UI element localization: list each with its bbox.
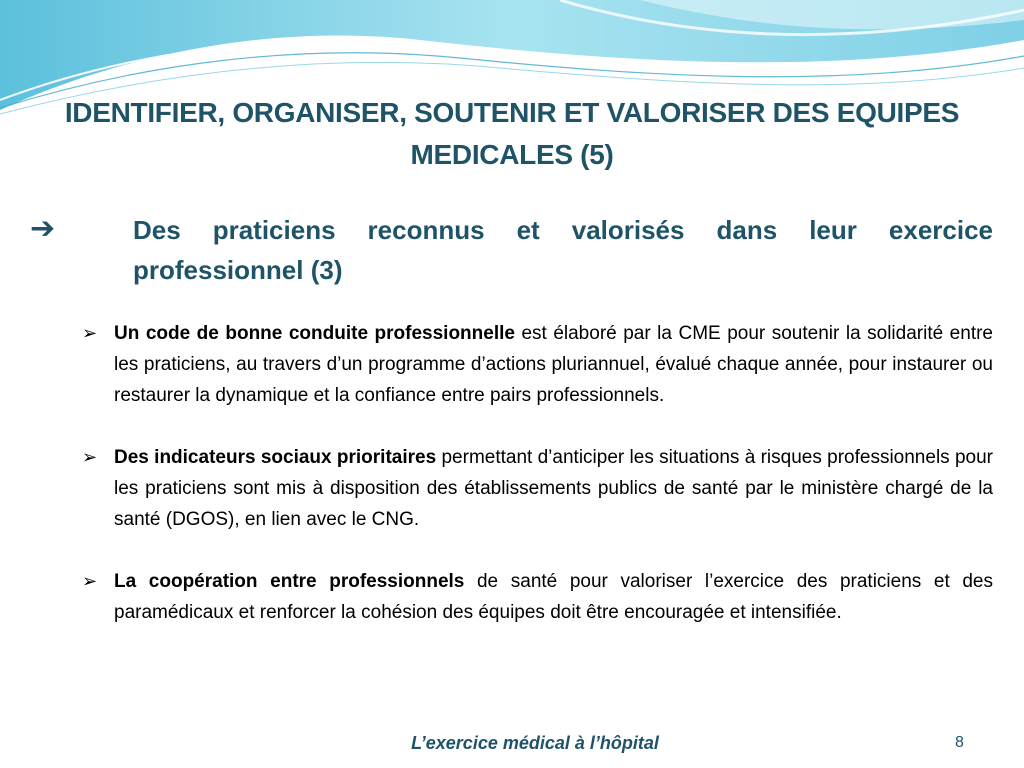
footer-title: L’exercice médical à l’hôpital xyxy=(411,733,659,753)
slide-title-line1: IDENTIFIER, ORGANISER, SOUTENIR ET VALORISER DES EQUIPES xyxy=(64,97,960,128)
bullet-body-text: de santé pour valoriser l’exercice des praticiens et des paramédicaux et renforcer la cohésion des équipes doit être encouragée et intensifiée. xyxy=(114,571,994,623)
arrowhead-bullet-icon: ➢ xyxy=(82,571,98,591)
bullet-body-text: est élaboré par la CME pour soutenir la solidarité entre les praticiens, au travers d’un programme d’actions pluriannuel, évalué chaque année, pour instaurer ou restaurer la dynamique et la confiance entre pairs professionnels. xyxy=(114,323,993,406)
page-number: 8 xyxy=(955,734,964,751)
list-item xyxy=(80,442,993,535)
slide-title xyxy=(40,92,984,176)
bullet-bold-text: Des indicateurs sociaux prioritaires xyxy=(114,447,437,468)
bullet-list xyxy=(80,318,993,659)
bullet-body-text: permettant d’anticiper les situations à risques professionnels pour les praticiens sont mis à disposition des établissements publics de santé par le ministère chargé de la santé (DGOS), en lien avec le CNG. xyxy=(114,447,993,530)
list-item xyxy=(80,318,993,411)
subheading: Des praticiens reconnus et valorisés dans leur exercice professionnel (3) xyxy=(133,215,993,285)
arrowhead-bullet-icon: ➢ xyxy=(82,447,98,467)
slide-title-line2: MEDICALES (5) xyxy=(410,139,614,170)
bullet-bold-text: Un code de bonne conduite professionnelle xyxy=(114,323,515,344)
slide-footer xyxy=(0,728,1024,758)
arrowhead-bullet-icon: ➢ xyxy=(82,323,98,343)
list-item xyxy=(80,566,993,628)
right-arrow-icon: ➔ xyxy=(30,212,56,245)
bullet-bold-text: La coopération entre professionnels xyxy=(114,571,465,592)
